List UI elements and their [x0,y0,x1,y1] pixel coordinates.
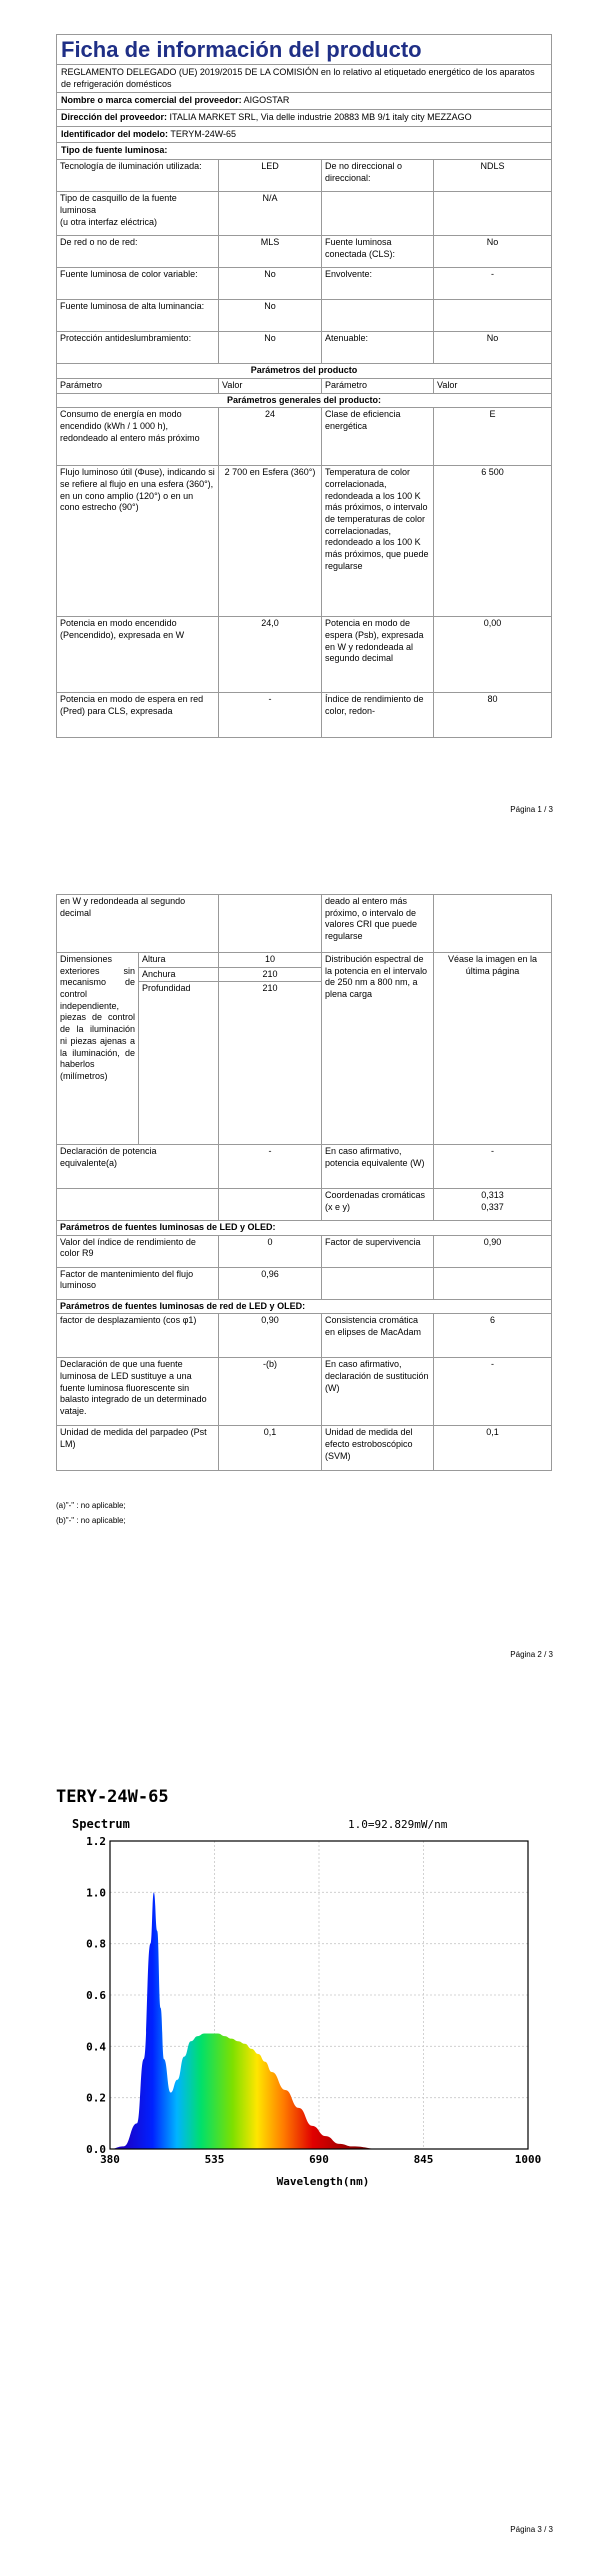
dim-value: 210 [262,968,278,979]
address-label: Dirección del proveedor: [61,112,168,123]
table-cell [57,1145,219,1188]
table-cell: Atenuable: [322,332,434,363]
y-tick-label: 0.0 [86,2143,106,2156]
y-tick-label: 1.0 [86,1886,106,1900]
section-product-params: Parámetros del producto [250,365,358,376]
section-mains-led-params: Parámetros de fuentes luminosas de red de LED y OLED: [60,1300,306,1311]
page-number: Página 2 / 3 [510,1650,553,1659]
table-cell: - [219,1145,322,1188]
table-cell: 24 [219,408,322,465]
address-value: ITALIA MARKET SRL, Via delle industrie 20883 MB 9/1 italy city MEZZAGO [169,112,472,123]
supplier-label: Nombre o marca comercial del proveedor: [61,95,242,106]
cap-type: Tipo de casquillo de la fuente luminosa [60,193,177,215]
table-cell: 0,00 [483,618,502,629]
table-cell [434,1268,551,1299]
table-cell: en W y redondeada al segundo decimal [57,895,219,952]
table-cell: 6 500 [481,467,504,478]
x-tick-label: 535 [204,2153,225,2166]
chart-label: Spectrum [72,1817,130,1831]
footnote-a: (a)"-" : no aplicable; [56,1501,126,1510]
header-param: Parámetro [322,379,434,393]
table-cell [322,192,434,235]
table-cell: Potencia en modo de espera (Psb), expresada en W y redondeada al segundo decimal [322,617,434,692]
table-cell: Flujo luminoso útil (Φuse), indicando si se refiere al flujo en una esfera (360°), en un cono amplio (120°) o en un cono estrecho (90°) [57,466,219,616]
table-cell: Declaración de que una fuente luminosa de LED sustituye a una fuente luminosa fluorescente sin balasto integrado de un determinado vataje. [57,1358,219,1425]
y-tick-label: 0.8 [86,1937,106,1951]
dimensions-label: Dimensiones exteriores sin mecanismo de control independiente, piezas de control de la iluminación ni piezas ajenas a la iluminación, de haberlos (milímetros) [57,953,139,1144]
table-cell: Clase de eficiencia energética [322,408,434,465]
table-cell: - [491,1359,494,1370]
table-cell: No [219,300,322,331]
table-cell: Véase la imagen en la última página [447,954,538,976]
table-cell: 2 700 en Esfera (360°) [219,466,322,616]
table-cell: NDLS [480,161,505,172]
dimensions-grid [139,953,322,1144]
x-tick-label: 380 [100,2153,120,2166]
table-cell: Consistencia cromática en elipses de MacAdam [322,1314,434,1357]
x-tick-label: 845 [413,2153,434,2166]
header-value: Valor [219,379,322,393]
table-cell: Temperatura de color correlacionada, redondeada a los 100 K más próximos, o intervalo de temperaturas de color correlacionadas, redondeado a los 100 K más próximos, que puede regularse [322,466,434,616]
table-cell: Consumo de energía en modo encendido (kWh / 1 000 h), redondeado al entero más próximo [57,408,219,465]
page-1 [0,0,603,860]
table-cell: Unidad de medida del efecto estroboscópico (SVM) [322,1426,434,1470]
table-cell: Factor de mantenimiento del flujo luminoso [57,1268,219,1299]
spectrum-title: TERY-24W-65 [56,1787,169,1807]
product-info-sheet [56,34,552,738]
table-cell [57,192,219,235]
table-cell [434,1189,551,1220]
table-cell: 0,90 [483,1236,502,1247]
dim-name: Anchura [139,968,219,982]
header-param: Parámetro [57,379,219,393]
table-cell: factor de desplazamiento (cos φ1) [57,1314,219,1357]
table-cell: Fuente luminosa de alta luminancia: [57,300,219,331]
table-cell: No [219,332,322,363]
table-cell: Fuente luminosa conectada (CLS): [322,236,434,267]
table-cell: - [219,693,322,737]
page-number: Página 1 / 3 [510,805,553,814]
dim-value: 210 [262,983,278,994]
table-cell: 0,1 [219,1426,322,1470]
x-tick-label: 690 [309,2153,329,2166]
table-cell: Índice de rendimiento de color, redon- [322,693,434,737]
table-cell: Fuente luminosa de color variable: [57,268,219,299]
table-cell: No [219,268,322,299]
table-cell: MLS [219,236,322,267]
table-cell: 0,90 [219,1314,322,1357]
y-tick-label: 0.4 [86,2040,106,2054]
table-cell: Potencia en modo encendido (Pencendido), expresada en W [57,617,219,692]
page-number: Página 3 / 3 [510,2525,553,2534]
table-cell: Protección antideslumbramiento: [57,332,219,363]
table-cell [57,1189,219,1220]
footnote-b: (b)"-" : no aplicable; [56,1516,126,1525]
table-cell: N/A [219,192,322,235]
table-cell: Valor del índice de rendimiento de color R9 [57,1236,219,1267]
model-value: TERYM-24W-65 [170,128,237,139]
table-cell: Distribución espectral de la potencia en el intervalo de 250 nm a 800 nm, a plena carga [322,953,434,1144]
section-general-params: Parámetros generales del producto: [226,394,382,405]
x-axis-label: Wavelength(nm) [276,2175,370,2188]
table-cell: 0,96 [219,1268,322,1299]
table-cell: 80 [487,694,498,705]
supplier-value: AIGOSTAR [243,95,290,106]
table-cell [219,1189,322,1220]
table-cell: Envolvente: [322,268,434,299]
table-cell: E [489,409,496,420]
table-cell: En caso afirmativo, declaración de sustitución (W) [322,1358,434,1425]
cap-type-note: (u otra interfaz eléctrica) [60,216,158,227]
table-cell: Unidad de medida del parpadeo (Pst LM) [57,1426,219,1470]
model-label: Identificador del modelo: [61,128,169,139]
section-led-params: Parámetros de fuentes luminosas de LED y OLED: [60,1222,276,1232]
table-cell: LED [219,160,322,191]
spectrum-chart [68,1813,548,2193]
table-cell: 6 [489,1315,495,1326]
page-2 [0,860,603,1700]
header-value: Valor [437,379,458,390]
table-cell: No [486,333,499,344]
table-cell: Potencia en modo de espera en red (Pred) para CLS, expresada [57,693,219,737]
light-source-type: Tipo de fuente luminosa: [61,145,168,156]
y-tick-label: 1.2 [86,1835,106,1848]
table-cell: - [491,269,494,280]
table-cell: 24,0 [219,617,322,692]
coord-y: 0,337 [481,1201,504,1212]
table-cell [434,192,551,235]
x-tick-label: 1000 [514,2153,542,2166]
table-cell [434,895,551,952]
dim-name: Altura [139,953,219,967]
doc-title: Ficha de información del producto [57,35,551,65]
table-cell [322,300,434,331]
table-cell: Factor de supervivencia [322,1236,434,1267]
page-3 [0,1700,603,2560]
table-cell: 0,1 [486,1427,499,1438]
y-tick-label: 0.2 [86,2091,106,2105]
table-cell: No [486,237,499,248]
table-cell [322,1268,434,1299]
table-cell: En caso afirmativo, potencia equivalente (W) [322,1145,434,1188]
table-cell: 0 [219,1236,322,1267]
product-info-sheet-continued [56,894,552,1471]
regulation-text: REGLAMENTO DELEGADO (UE) 2019/2015 DE LA COMISIÓN en lo relativo al etiquetado energético de los aparatos de refrigeración domésticos [61,67,535,89]
coord-x: 0,313 [481,1190,504,1200]
table-cell: - [491,1146,494,1156]
table-cell: Tecnología de iluminación utilizada: [57,160,219,191]
table-cell: deado al entero más próximo, o intervalo de valores CRI que puede regularse [322,895,434,952]
equiv-power-label: Declaración de potencia equivalente(a) [60,1146,157,1168]
y-tick-label: 0.6 [86,1989,106,2002]
table-cell: De no direccional o direccional: [322,160,434,191]
table-cell: Coordenadas cromáticas (x e y) [322,1189,434,1220]
table-cell [219,895,322,952]
table-cell: -(b) [219,1358,322,1425]
dim-name: Profundidad [139,982,219,1154]
dim-value: 10 [264,954,275,964]
chart-annotation: 1.0=92.829mW/nm [348,1818,448,1831]
table-cell: De red o no de red: [57,236,219,267]
table-cell [434,300,551,331]
